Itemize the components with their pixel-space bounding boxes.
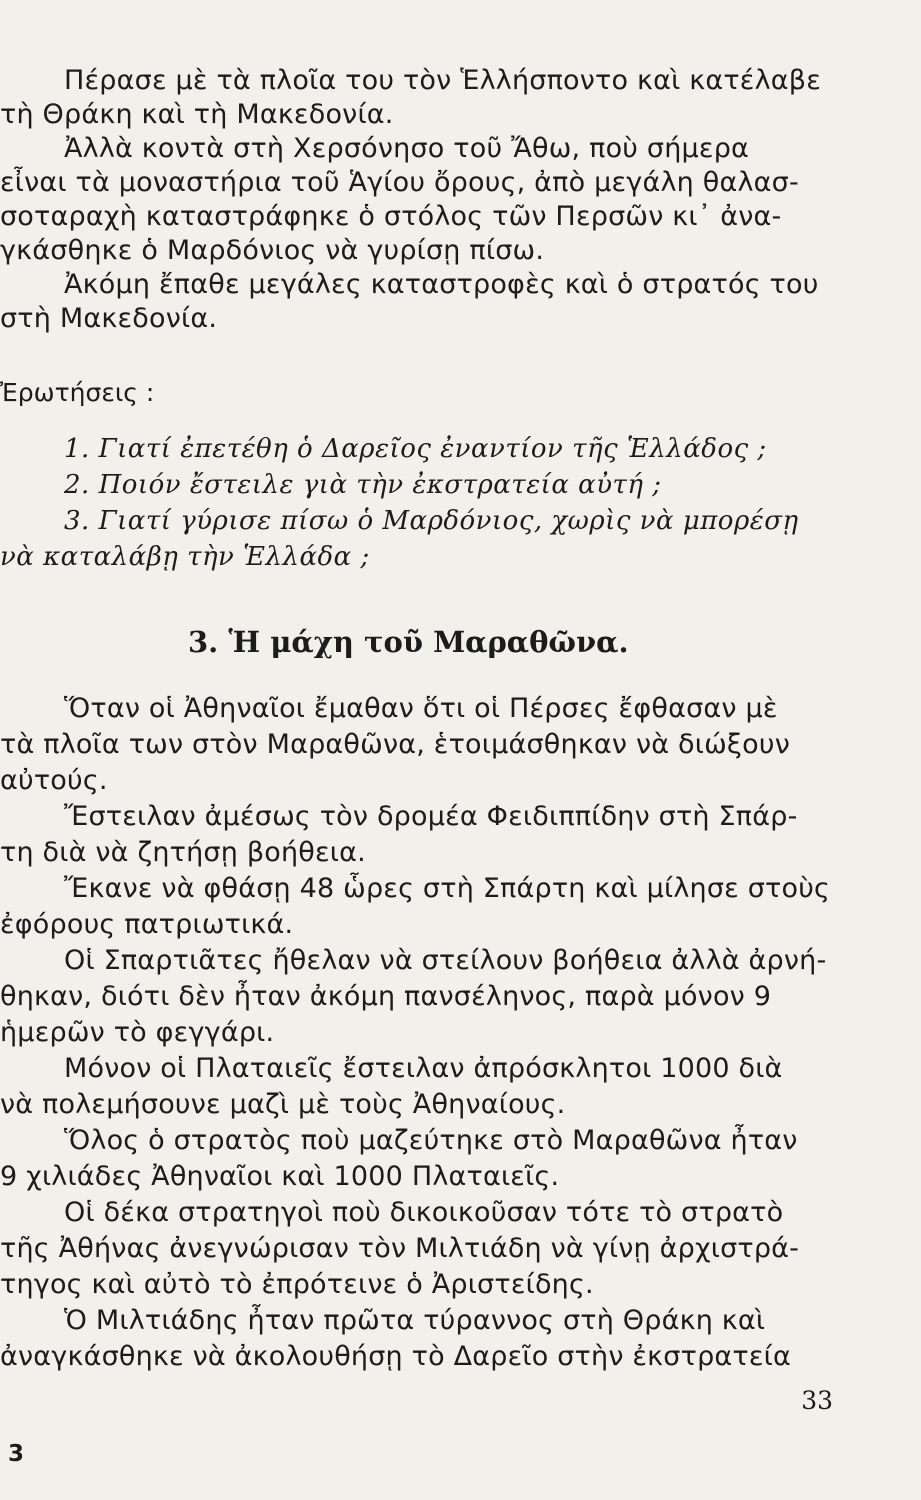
text-line: Οἱ δέκα στρατηγοὶ ποὺ δικοικοῦσαν τότε τὸ στρατὸ	[64, 1197, 784, 1228]
text-line: Οἱ Σπαρτιᾶτες ἤθελαν νὰ στείλουν βοήθεια ἀλλὰ ἀρνή-	[64, 945, 827, 976]
text-line: Ἀκόμη ἔπαθε μεγάλες καταστροφὲς καὶ ὁ στρατός του	[64, 269, 819, 300]
text-line: Ἀλλὰ κοντὰ στὴ Χερσόνησο τοῦ Ἄθω, ποὺ σήμερα	[64, 133, 750, 164]
text-line: θηκαν, διότι δὲν ἦταν ἀκόμη πανσέληνος, παρὰ μόνον 9	[0, 981, 772, 1012]
text-line: τη διὰ νὰ ζητήσῃ βοήθεια.	[0, 837, 366, 868]
question-item: 3. Γιατί γύρισε πίσω ὁ Μαρδόνιος, χωρὶς νὰ μπορέσῃ	[64, 506, 799, 536]
question-item: νὰ καταλάβῃ τὴν Ἑλλάδα ;	[0, 542, 370, 572]
text-line: 9 χιλιάδες Ἀθηναῖοι καὶ 1000 Πλαταιεῖς.	[0, 1161, 560, 1192]
text-line: Ὅταν οἱ Ἀθηναῖοι ἔμαθαν ὅτι οἱ Πέρσες ἔφθασαν μὲ	[64, 693, 778, 724]
text-line: Ὅλος ὁ στρατὸς ποὺ μαζεύτηκε στὸ Μαραθῶνα ἦταν	[64, 1125, 798, 1156]
question-item: 2. Ποιόν ἔστειλε γιὰ τὴν ἐκστρατεία αὐτή ;	[64, 470, 662, 500]
text-line: τηγος καὶ αὐτὸ τὸ ἐπρότεινε ὁ Ἀριστείδης.	[0, 1269, 594, 1300]
text-line: Ἔστειλαν ἀμέσως τὸν δρομέα Φειδιππίδην στὴ Σπάρ-	[64, 801, 798, 832]
question-item: 1. Γιατί ἐπετέθη ὁ Δαρεῖος ἐναντίον τῆς Ἑλλάδος ;	[64, 434, 767, 464]
text-line: Ὁ Μιλτιάδης ἦταν πρῶτα τύραννος στὴ Θράκη καὶ	[64, 1305, 766, 1336]
text-line: τὰ πλοῖα των στὸν Μαραθῶνα, ἑτοιμάσθηκαν νὰ διώξουν	[0, 729, 790, 760]
text-line: Πέρασε μὲ τὰ πλοῖα του τὸν Ἑλλήσποντο καὶ κατέλαβε	[64, 65, 821, 96]
text-line: ἡμερῶν τὸ φεγγάρι.	[0, 1017, 275, 1048]
text-line: τὴ Θράκη καὶ τὴ Μακεδονία.	[0, 99, 394, 130]
section-heading: 3. Ἡ μάχη τοῦ Μαραθῶνα.	[188, 625, 629, 659]
text-line: σοταραχὴ καταστράφηκε ὁ στόλος τῶν Περσῶν κι᾽ ἀνα-	[0, 201, 782, 232]
text-line: αὐτούς.	[0, 765, 108, 796]
text-line: Μόνον οἱ Πλαταιεῖς ἔστειλαν ἀπρόσκλητοι 1000 διὰ	[64, 1053, 783, 1084]
text-line: ἐφόρους πατριωτικά.	[0, 909, 294, 940]
page-number: 33	[801, 1386, 833, 1415]
text-line: γκάσθηκε ὁ Μαρδόνιος νὰ γυρίσῃ πίσω.	[0, 235, 545, 266]
text-line: στὴ Μακεδονία.	[0, 303, 218, 334]
text-line: εἶναι τὰ μοναστήρια τοῦ Ἁγίου ὄρους, ἀπὸ μεγάλη θαλασ-	[0, 167, 799, 198]
questions-label: Ἐρωτήσεις :	[0, 378, 155, 407]
text-line: ἀναγκάσθηκε νὰ ἀκολουθήσῃ τὸ Δαρεῖο στὴν ἐκστρατεία	[0, 1341, 791, 1372]
signature-mark: 3	[8, 1441, 25, 1467]
text-line: τῆς Ἀθήνας ἀνεγνώρισαν τὸν Μιλτιάδη νὰ γίνῃ ἀρχιστρά-	[0, 1233, 800, 1264]
text-line: νὰ πολεμήσουνε μαζὶ μὲ τοὺς Ἀθηναίους.	[0, 1089, 566, 1120]
text-line: Ἔκανε νὰ φθάσῃ 48 ὧρες στὴ Σπάρτη καὶ μίλησε στοὺς	[64, 873, 831, 904]
